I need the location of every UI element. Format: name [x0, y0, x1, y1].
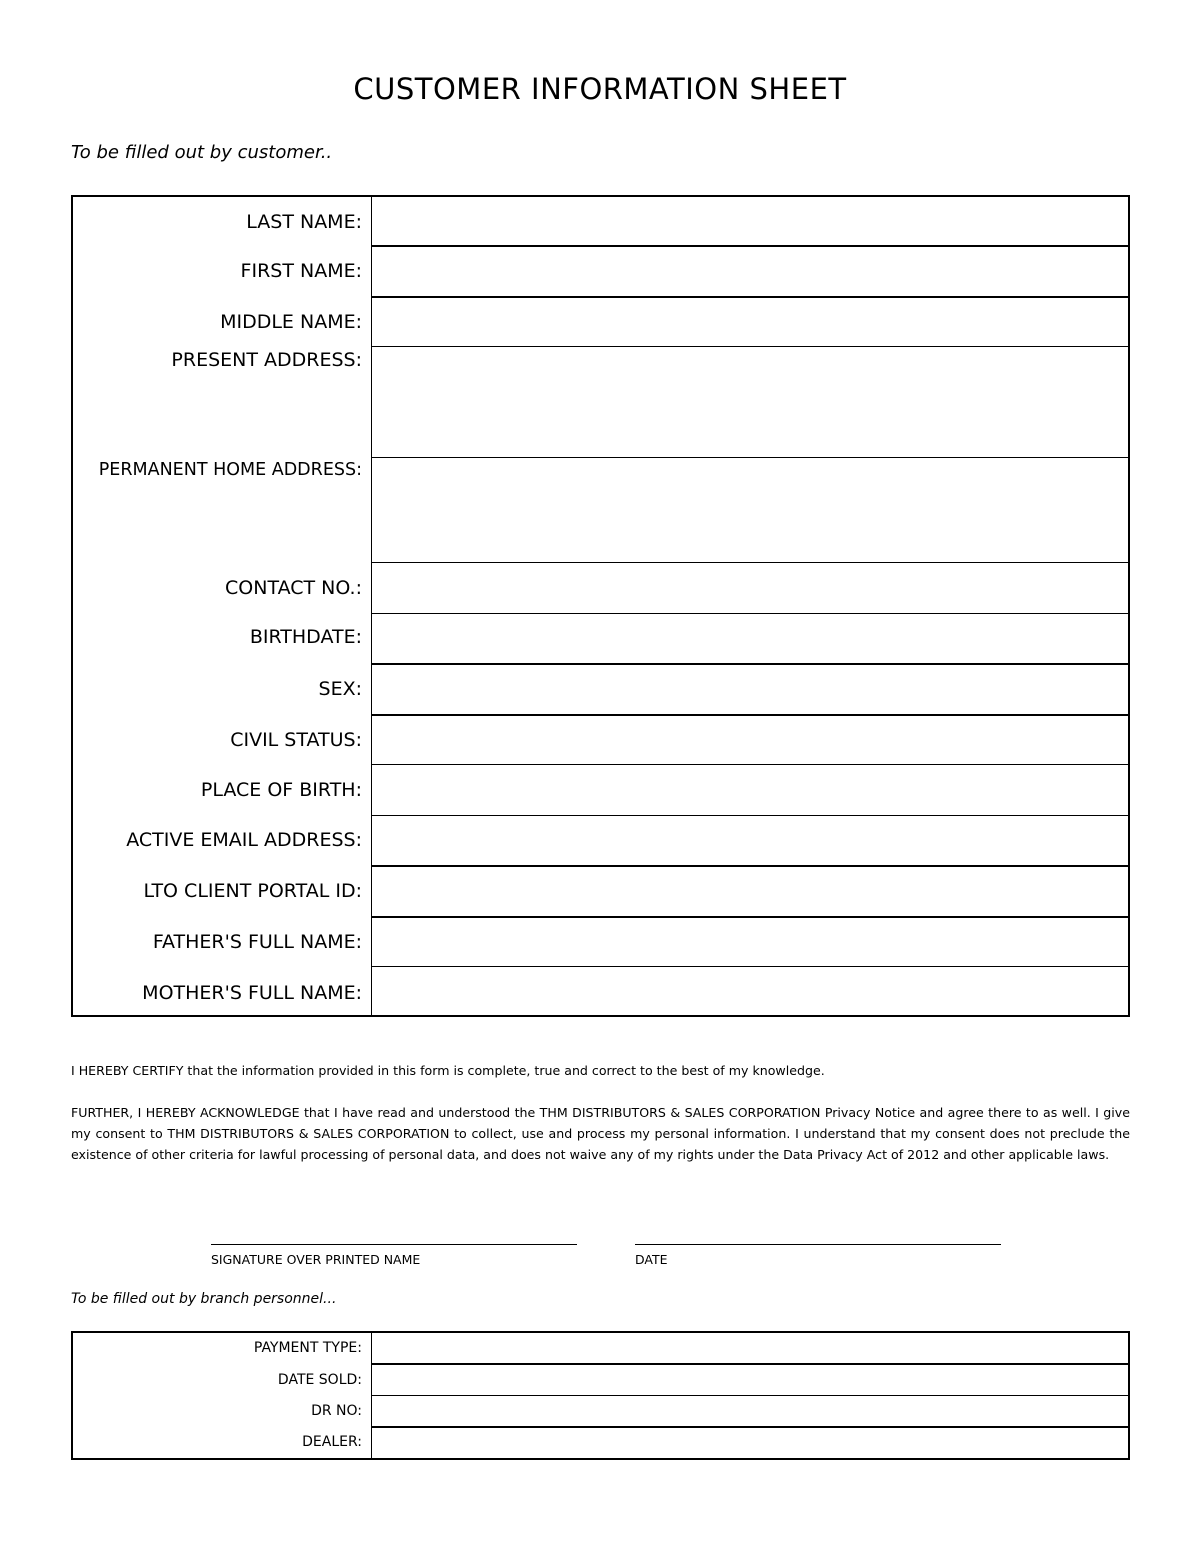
- email-row: [73, 816, 1128, 865]
- middle-name-row: [73, 297, 1128, 346]
- branch-section-heading: To be filled out by branch personnel...: [71, 1291, 337, 1307]
- field-label: PAYMENT TYPE:: [253, 1340, 362, 1356]
- field-label: ACTIVE EMAIL ADDRESS:: [126, 829, 362, 851]
- lto-portal-id-field[interactable]: [372, 866, 1128, 916]
- mother-name-field[interactable]: [372, 967, 1128, 1015]
- field-label: BIRTHDATE:: [249, 626, 362, 648]
- date-sold-field[interactable]: [372, 1364, 1128, 1395]
- field-label: PLACE OF BIRTH:: [200, 779, 362, 801]
- field-label: SEX:: [318, 678, 362, 700]
- date-line[interactable]: [635, 1244, 1001, 1245]
- page-title: CUSTOMER INFORMATION SHEET: [353, 72, 847, 106]
- dealer-field[interactable]: [372, 1427, 1128, 1458]
- sex-row: [73, 664, 1128, 714]
- permanent-address-field[interactable]: [372, 458, 1128, 562]
- field-label: LTO CLIENT PORTAL ID:: [143, 880, 362, 902]
- dr-no-row: [73, 1396, 1128, 1426]
- present-address-field[interactable]: [372, 347, 1128, 457]
- permanent-address-row: [73, 458, 1128, 562]
- first-name-field[interactable]: [372, 246, 1128, 296]
- place-of-birth-field[interactable]: [372, 765, 1128, 815]
- branch-info-table: [71, 1331, 1130, 1460]
- email-field[interactable]: [372, 816, 1128, 865]
- privacy-acknowledgement-text: FURTHER, I HEREBY ACKNOWLEDGE that I have read and understood the THM DISTRIBUTORS & SALES CORPORATION Privacy Notice and agree there to as well. I give my consent to THM DISTRIBUTORS & SALES CORPORATION to collect, use and process my personal information. I understand that my consent does not preclude the existence of other criteria for lawful processing of personal data, and does not waive any of my rights under the Data Privacy Act of 2012 and other applicable laws.: [71, 1105, 1130, 1162]
- field-label: CIVIL STATUS:: [230, 729, 362, 751]
- birthdate-row: [73, 614, 1128, 663]
- customer-section-heading: To be filled out by customer..: [71, 142, 333, 163]
- customer-info-table: [71, 195, 1130, 1017]
- lto-portal-id-row: [73, 866, 1128, 916]
- contact-no-row: [73, 563, 1128, 613]
- sex-field[interactable]: [372, 664, 1128, 714]
- field-label: FATHER'S FULL NAME:: [152, 931, 362, 953]
- field-label: DATE SOLD:: [277, 1372, 362, 1388]
- father-name-row: [73, 917, 1128, 966]
- signature-label: SIGNATURE OVER PRINTED NAME: [211, 1252, 421, 1267]
- dr-no-field[interactable]: [372, 1396, 1128, 1426]
- field-label: CONTACT NO.:: [225, 577, 362, 599]
- dealer-row: [73, 1427, 1128, 1458]
- birthdate-field[interactable]: [372, 614, 1128, 663]
- civil-status-row: [73, 715, 1128, 764]
- payment-type-field[interactable]: [372, 1333, 1128, 1363]
- field-label: DR NO:: [311, 1403, 362, 1419]
- certification-text: I HEREBY CERTIFY that the information provided in this form is complete, true and correct to the best of my knowledge.: [71, 1063, 825, 1078]
- first-name-row: [73, 246, 1128, 296]
- place-of-birth-row: [73, 765, 1128, 815]
- field-label: LAST NAME:: [246, 211, 362, 233]
- signature-line[interactable]: [211, 1244, 577, 1245]
- present-address-row: [73, 347, 1128, 457]
- field-label: PRESENT ADDRESS:: [171, 349, 362, 371]
- field-label: PERMANENT HOME ADDRESS:: [98, 460, 362, 480]
- date-label: DATE: [635, 1252, 668, 1267]
- payment-type-row: [73, 1333, 1128, 1363]
- date-sold-row: [73, 1364, 1128, 1395]
- civil-status-field[interactable]: [372, 715, 1128, 764]
- field-label: FIRST NAME:: [240, 260, 362, 282]
- last-name-field[interactable]: [372, 197, 1128, 245]
- contact-no-field[interactable]: [372, 563, 1128, 613]
- middle-name-field[interactable]: [372, 297, 1128, 346]
- field-label: DEALER:: [302, 1434, 362, 1450]
- last-name-row: [73, 197, 1128, 245]
- mother-name-row: [73, 967, 1128, 1015]
- field-label: MOTHER'S FULL NAME:: [142, 982, 362, 1004]
- field-label: MIDDLE NAME:: [220, 311, 362, 333]
- father-name-field[interactable]: [372, 917, 1128, 966]
